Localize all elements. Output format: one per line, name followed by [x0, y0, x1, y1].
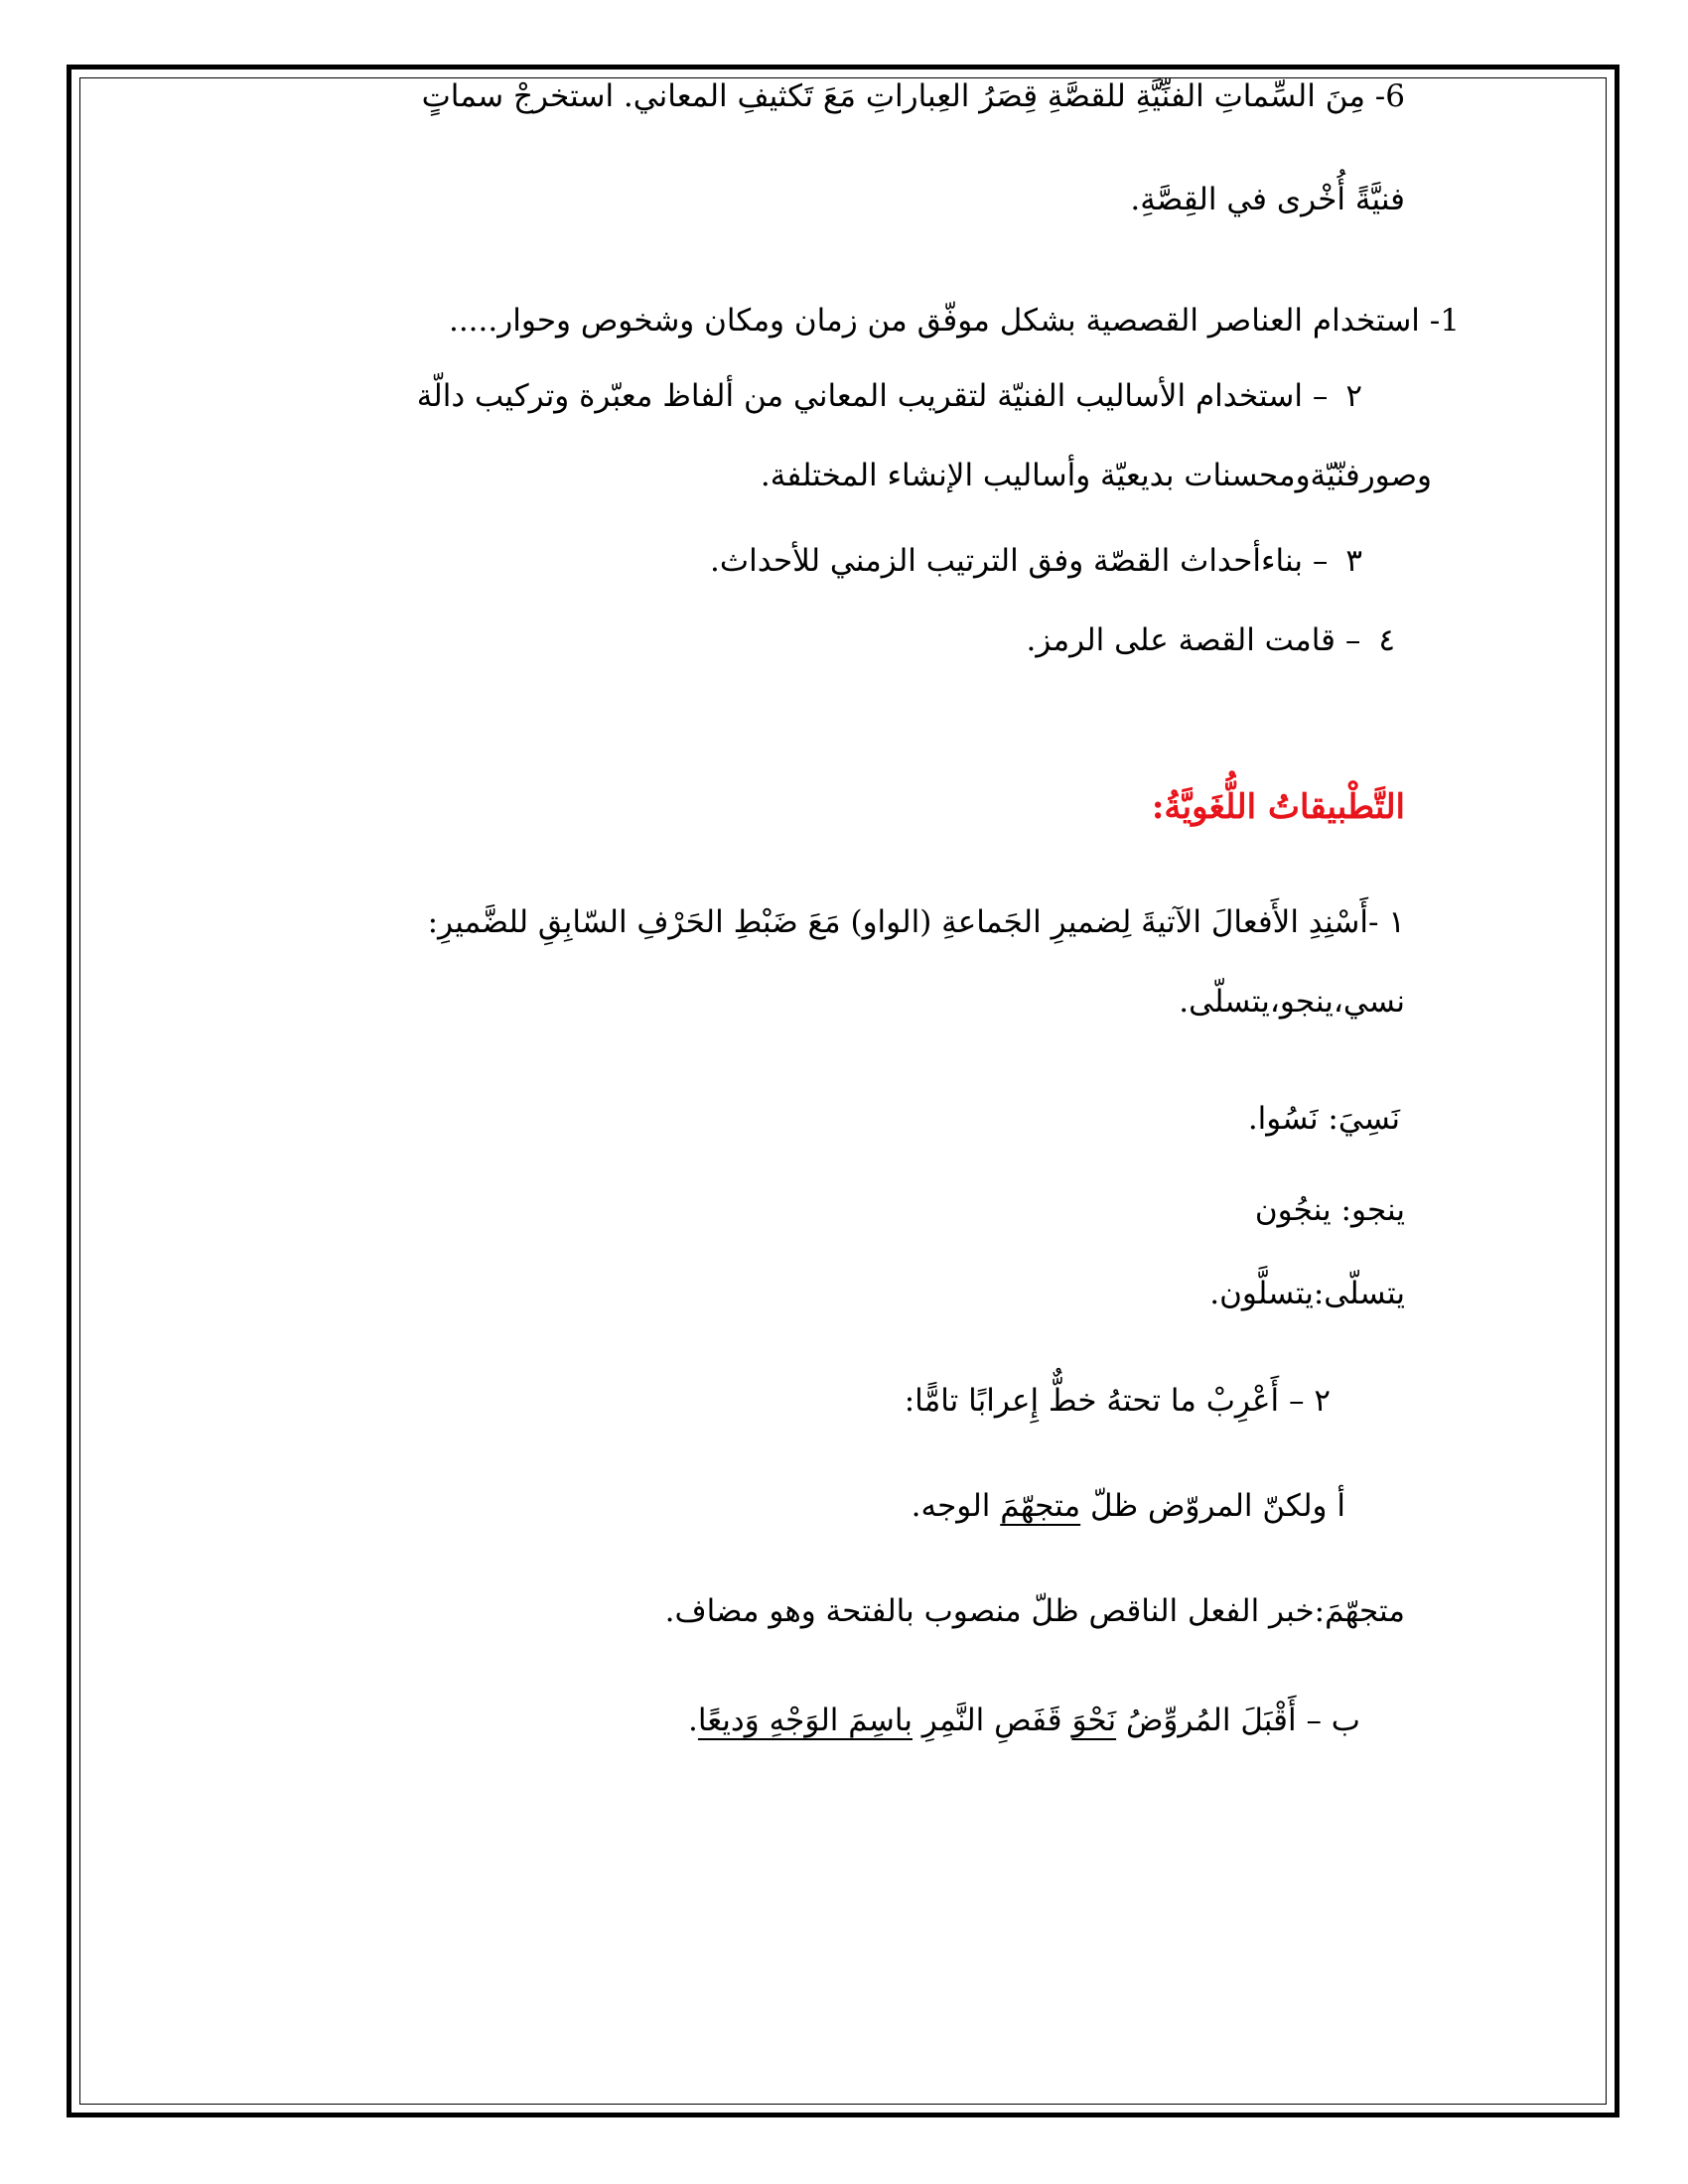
application-1-answer-3: يتسلّى:يتسلَّون. [1209, 1276, 1405, 1311]
answer-item-2-text: – استخدام الأساليب الفنيّة لتقريب المعاني من ألفاظ معبّرة وتركيب دالّة [416, 378, 1329, 414]
answer-item-2 [417, 373, 1362, 419]
application-2-answer-a: متجهّمَ:خبر الفعل الناقص ظلّ منصوب بالفتحة وهو مضاف. [664, 1593, 1405, 1629]
sentence-a-underlined-word: متجهّمَ [1000, 1488, 1081, 1524]
application-2-prompt: ٢ – أَعْرِبْ ما تحتهُ خطٌّ إِعرابًا تامًّا: [904, 1383, 1331, 1419]
answer-item-2-number: ٢ [1345, 378, 1362, 414]
question-6-line-1 [422, 73, 1405, 119]
answer-item-3 [710, 538, 1362, 584]
question-6-text: - مِنَ السِّماتِ الفنِّيَّةِ للقصَّةِ قِصَرُ العِباراتِ مَعَ تَكثيفِ المعاني. استخرجْ سماتٍ [421, 78, 1386, 114]
sentence-b-prefix: ب – أَقْبَلَ المُروِّضُ [1116, 1703, 1360, 1738]
application-1-answer-2: ينجو: ينجُون [1254, 1192, 1405, 1228]
sentence-b-suffix: . [688, 1703, 698, 1738]
application-2-sentence-b [688, 1698, 1360, 1743]
application-1-answer-1: نَسِيَ: نَسُوا. [1247, 1101, 1400, 1137]
application-1-line-1: ١ -أَسْنِدِ الأَفعالَ الآتيةَ لِضميرِ الجَماعةِ (الواو) مَعَ ضَبْطِ الحَرْفِ السّابِقِ للضَّميرِ: [427, 904, 1405, 940]
application-1-line-2: نسي،ينجو،يتسلّى. [1179, 984, 1405, 1020]
answer-item-1 [449, 298, 1460, 343]
answer-item-3-number: ٣ [1345, 543, 1362, 579]
answer-item-1-text: - استخدام العناصر القصصية بشكل موفّق من زمان ومكان وشخوص وحوار..... [448, 303, 1441, 339]
sentence-b-underlined-word-1: نَحْوَ [1071, 1703, 1117, 1738]
question-6-line-2: فنيَّةً أُخْرى في القِصَّةِ. [1130, 182, 1405, 217]
sentence-b-middle: قَفَصِ النَّمِرِ [912, 1703, 1072, 1738]
section-heading: التَّطْبيقاتُ اللُّغَويَّةُ: [1151, 787, 1405, 827]
sentence-a-suffix: الوجه. [911, 1488, 1001, 1524]
answer-item-3-text: – بناءأحداث القصّة وفق الترتيب الزمني للأحداث. [710, 543, 1329, 579]
application-2-sentence-a [912, 1483, 1345, 1529]
answer-item-1-number: 1 [1440, 303, 1460, 339]
question-6-number: 6 [1385, 78, 1405, 114]
sentence-b-underlined-phrase-2: باسِمَ الوَجْهِ وَديعًا [697, 1703, 913, 1738]
answer-item-2-continued: وصورفنّيّةومحسنات بديعيّة وأساليب الإنشاء المختلفة. [760, 458, 1432, 493]
answer-item-4 [1027, 617, 1395, 663]
sentence-a-prefix: أ ولكنّ المروّض ظلّ [1080, 1488, 1345, 1524]
answer-item-4-text: – قامت القصة على الرمز. [1026, 622, 1361, 658]
answer-item-4-number: ٤ [1378, 622, 1395, 658]
